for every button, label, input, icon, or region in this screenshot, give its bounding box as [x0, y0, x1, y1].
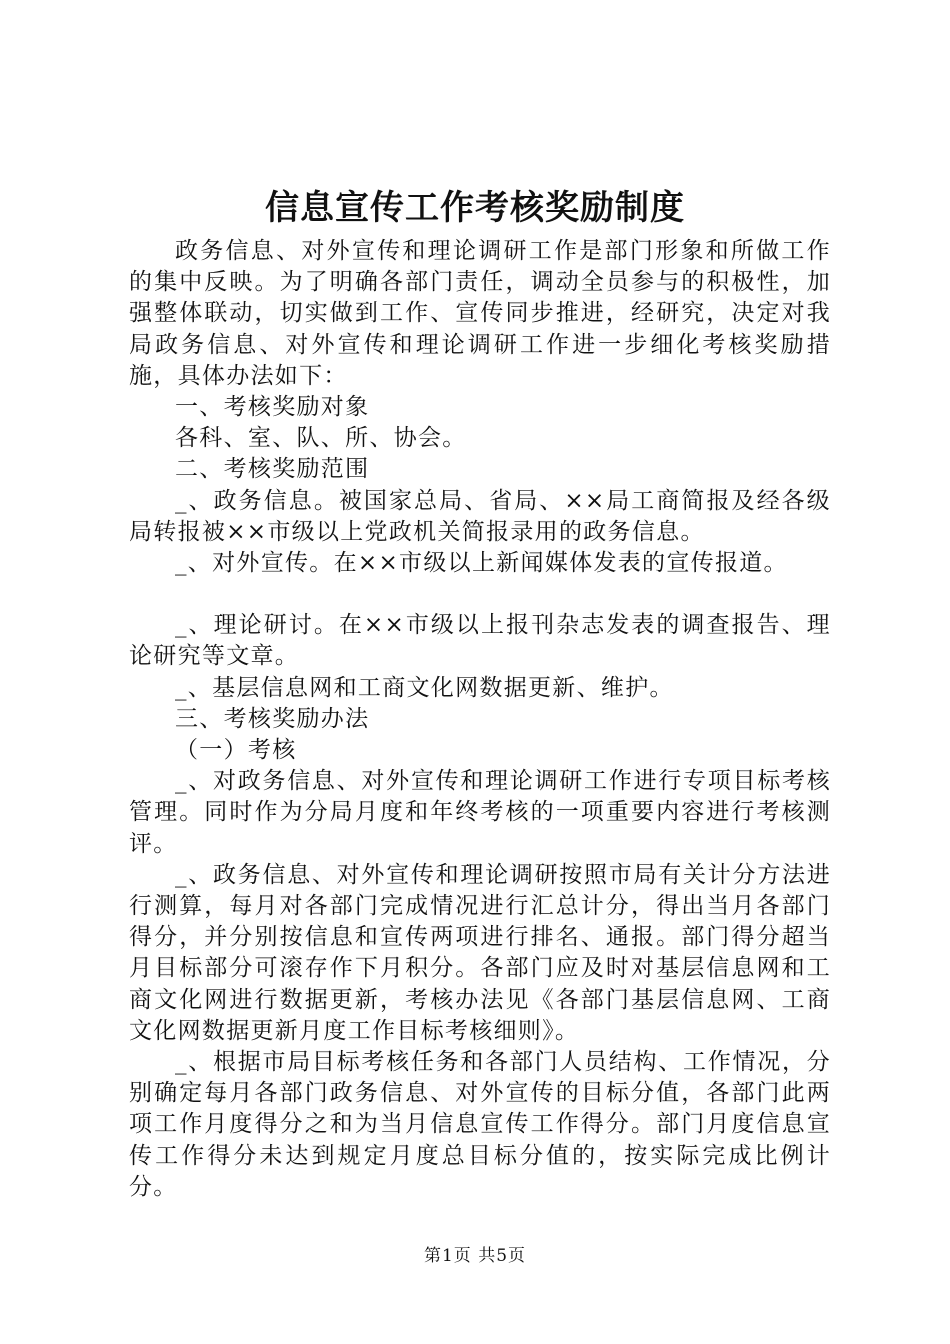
paragraph-targets: 各科、室、队、所、协会。	[175, 425, 467, 452]
section-heading-1: 一、考核奖励对象	[175, 394, 370, 421]
paragraph-external-publicity: _、对外宣传。在××市级以上新闻媒体发表的宣传报道。	[175, 550, 788, 577]
page-number-footer: 第1页 共5页	[423, 1246, 527, 1266]
intro-paragraph: 政务信息、对外宣传和理论调研工作是部门形象和所做工作的集中反映。为了明确各部门责任，调动全员参与的积极性，加强整体联动，切实做到工作、宣传同步推进，经研究，决定对我局政务信息、对外宣传和理论调研工作进一步细化考核奖励措施，具体办法如下：	[129, 238, 831, 389]
document-title: 信息宣传工作考核奖励制度	[265, 188, 685, 228]
paragraph-assessment-2: _、政务信息、对外宣传和理论调研按照市局有关计分方法进行测算，每月对各部门完成情况进行汇总计分，得出当月各部门得分，并分别按信息和宣传两项进行排名、通报。部门得分超当月目标部分可滚存作下月积分。各部门应及时对基层信息网和工商文化网进行数据更新，考核办法见《各部门基层信息网、工商文化网数据更新月度工作目标考核细则》。	[129, 861, 831, 1044]
document-body	[129, 236, 831, 1203]
paragraph-assessment-3: _、根据市局目标考核任务和各部门人员结构、工作情况，分别确定每月各部门政务信息、对外宣传的目标分值，各部门此两项工作月度得分之和为当月信息宣传工作得分。部门月度信息宣传工作得分未达到规定月度总目标分值的，按实际完成比例计分。	[129, 1049, 831, 1200]
paragraph-theory-research: _、理论研讨。在××市级以上报刊杂志发表的调查报告、理论研究等文章。	[129, 612, 831, 670]
paragraph-assessment-1: _、对政务信息、对外宣传和理论调研工作进行专项目标考核管理。同时作为分局月度和年终考核的一项重要内容进行考核测评。	[129, 768, 831, 857]
subsection-heading-assessment: （一）考核	[175, 737, 297, 764]
paragraph-website-update: _、基层信息网和工商文化网数据更新、维护。	[175, 674, 674, 701]
paragraph-government-info: _、政务信息。被国家总局、省局、××局工商简报及经各级局转报被××市级以上党政机关简报录用的政务信息。	[129, 487, 831, 545]
section-heading-3: 三、考核奖励办法	[175, 705, 370, 732]
section-heading-2: 二、考核奖励范围	[175, 456, 370, 483]
